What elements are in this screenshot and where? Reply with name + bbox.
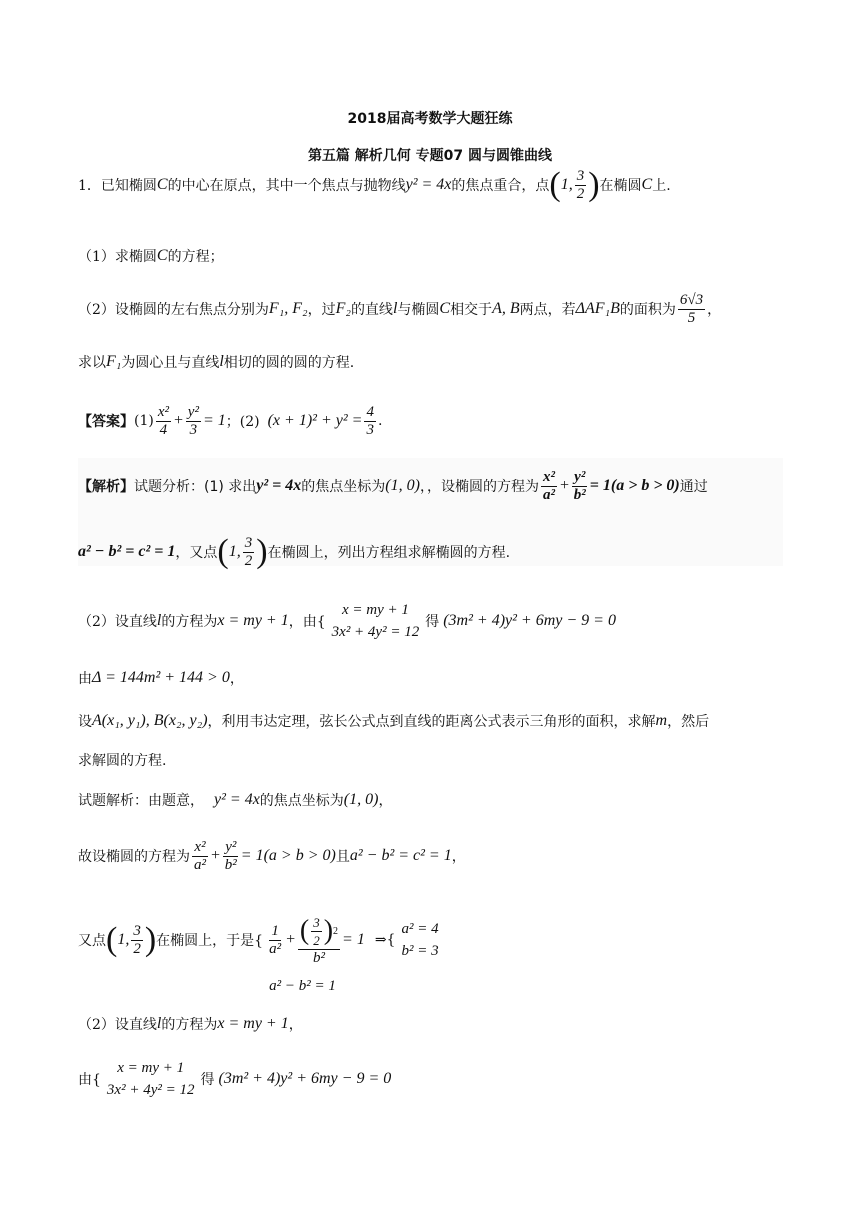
problem-q2-line-2: 求以 F₁ 为圆心且与直线 l 相切的圆的圆的方程. (78, 353, 355, 371)
solution-line-2: 故设椭圆的方程为 $\frac{\text{x²}}{\text{a²}}$ + $\frac{\text{y²}}{\text{b²}}$ = 1(a > b > 0) 且 a² − b² = c² = 1 ， (78, 838, 466, 873)
solution-line-4: （2）设直线 l 的方程为 x = my + 1 ， (78, 1015, 303, 1033)
answer-line: 【答案】 (1) $\frac{\text{x²}}{4}$ + $\frac{\text{y²}}{3}$ = 1 ；(2) (x + 1)² + y² = $\frac{4}{3}$ . (78, 403, 383, 438)
area-fraction: $\frac{6√3}{5}$ (679, 291, 704, 326)
analysis-part2-line-4: 求解圆的方程. (78, 753, 167, 769)
document-title: 2018届高考数学大题狂练 (347, 111, 513, 127)
analysis-line-1: 【解析】 试题分析：(1) 求出 y² = 4x 的焦点坐标为 (1, 0) ，，设椭圆的方程为 $\frac{\text{x²}}{\text{a²}}$ + $\frac{\text{y²}}{\text{b²}}$ = 1(a > b > 0) 通过 (78, 468, 708, 503)
problem-q2-line-1: （2）设椭圆的左右焦点分别为 F₁, F₂ ，过 F₂ 的直线 l 与椭圆 C 相交于 A, B 两点，若 ΔAF₁B 的面积为 $\frac{6√3}{5}$ ， (78, 291, 722, 326)
solution-line-3: 又点 ( 1, $\frac{3}{2}$ ) 在椭圆上，于是{ $\frac{1}{\text{a²}}$ + ( $\frac{3}{2}$ ) 2 b² = 1 a² − b² = 1 ⇒{ a² = 4 b² = 3 (78, 914, 439, 994)
analysis-label: 【解析】 (78, 479, 134, 495)
analysis-part2-line-1: （2）设直线 l 的方程为 x = my + 1 ，由{ x = my + 1 3x² + 4y² = 12 得 (3m² + 4)y² + 6my − 9 = 0 (78, 602, 616, 640)
analysis-line-2: a² − b² = c² = 1 ，又点 ( 1, $\frac{3}{2}$ ) 在椭圆上，列出方程组求解椭圆的方程. (78, 533, 511, 570)
solution-line-1: 试题解析：由题意， y² = 4x 的焦点坐标为 (1, 0) ， (78, 791, 393, 809)
problem-line-1: 1．已知椭圆 C 的中心在原点，其中一个焦点与抛物线 y² = 4x 的焦点重合，点 ( 1, $\frac{3}{2}$ ) 在椭圆 C 上. (78, 166, 671, 203)
fraction-three-halves: $\frac{3}{2}$ (576, 167, 585, 202)
solution-line-5: 由{ x = my + 1 3x² + 4y² = 12 得 (3m² + 4)y² + 6my − 9 = 0 (78, 1060, 392, 1098)
analysis-delta: 由 Δ = 144m² + 144 > 0 ， (78, 669, 244, 687)
analysis-part2-line-3: 设 A(x₁, y₁), B(x₂, y₂) ，利用韦达定理，弦长公式点到直线的距离公式表示三角形的面积，求解 m ，然后 (78, 712, 710, 730)
problem-q1: （1）求椭圆 C 的方程； (78, 247, 224, 265)
document-subtitle: 第五篇 解析几何 专题07 圆与圆锥曲线 (307, 148, 553, 164)
answer-label: 【答案】 (78, 414, 134, 430)
